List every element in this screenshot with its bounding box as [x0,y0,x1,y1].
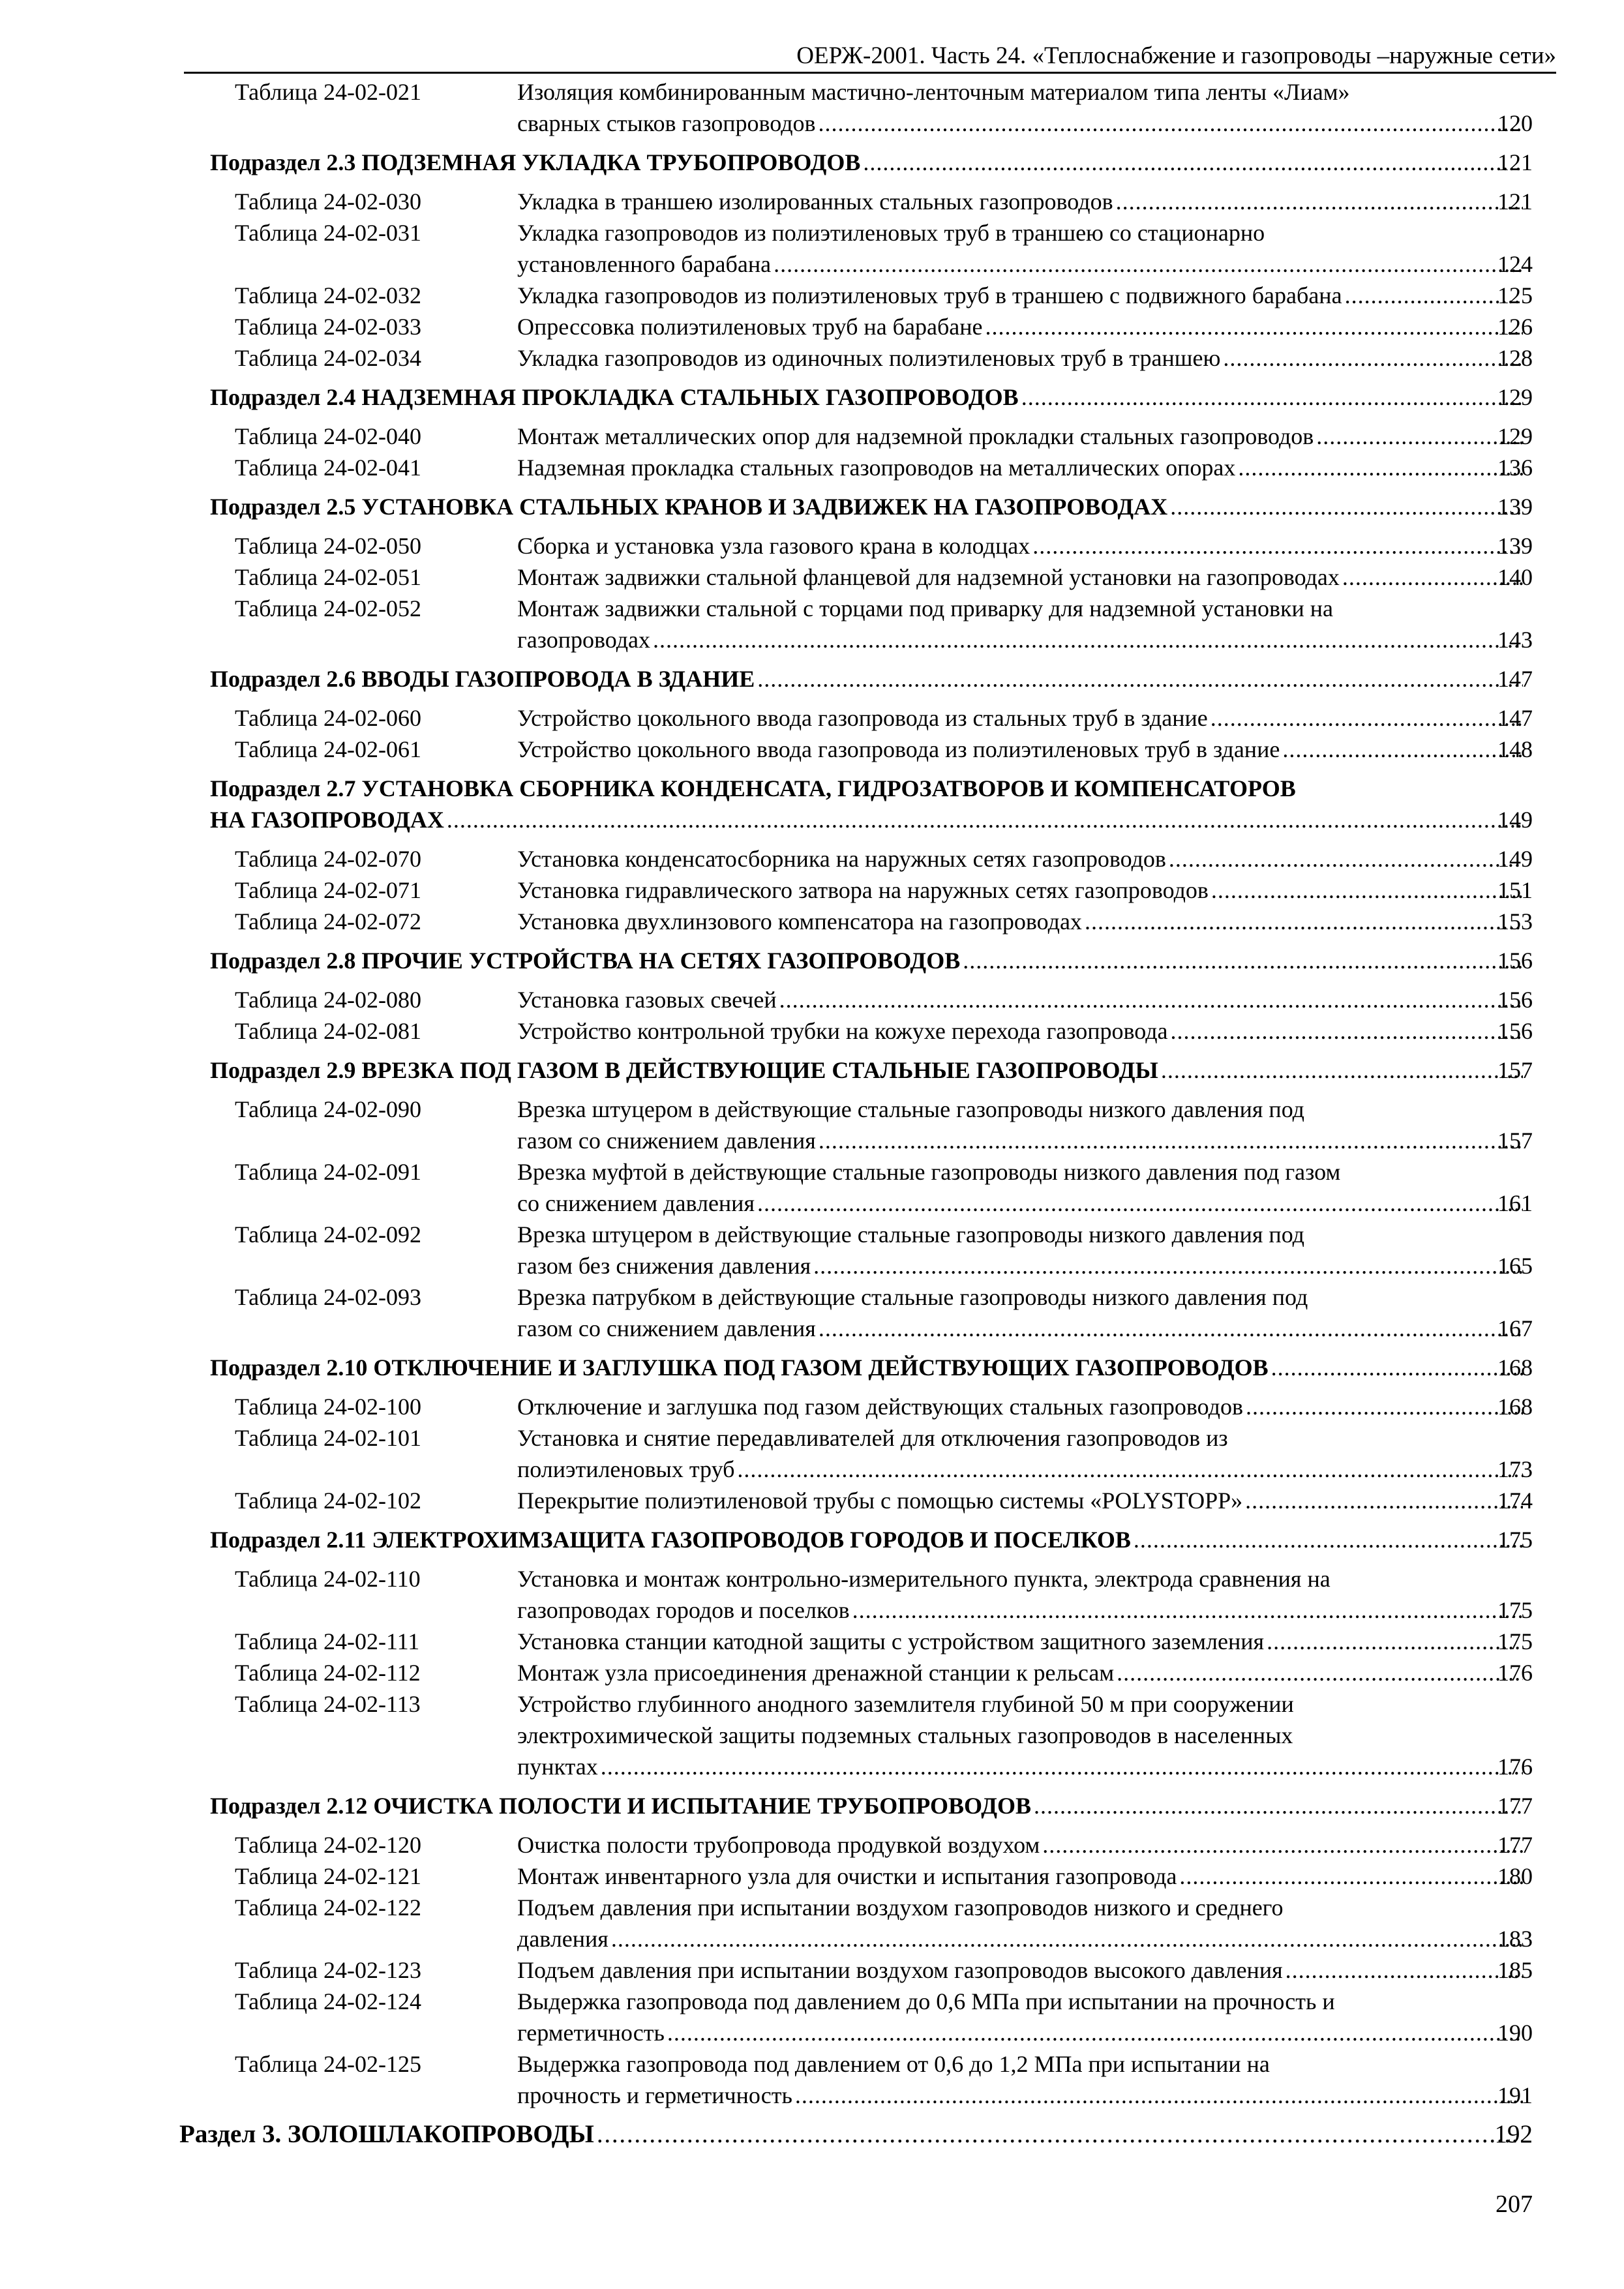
dot-leader [447,804,1523,835]
toc-page-number: 129 [1497,423,1533,449]
toc-page-number: 147 [1497,705,1533,731]
toc-page-number: 156 [1497,987,1533,1013]
toc-entry-line [0,1125,1624,1156]
toc-entry-line [0,311,1624,342]
toc-page-number: 128 [1497,345,1533,371]
toc-page-number: 175 [1497,1628,1533,1654]
toc-page-number: 129 [1497,384,1533,410]
toc-page-number: 151 [1497,877,1533,903]
toc-entry-line [0,1422,1624,1454]
table-number: Таблица 24-02-125 [235,2051,421,2077]
table-number: Таблица 24-02-122 [235,1894,421,1921]
toc-page-number: 177 [1497,1832,1533,1858]
toc-title-text: Подраздел 2.9 ВРЕЗКА ПОД ГАЗОМ В ДЕЙСТВУЮЩИЕ СТАЛЬНЫЕ ГАЗОПРОВОДЫ [210,1057,1158,1083]
dot-leader [1169,843,1523,875]
table-number: Таблица 24-02-051 [235,564,421,590]
toc-title-text: Врезка штуцером в действующие стальные газопроводы низкого давления под [517,1221,1304,1248]
table-number: Таблица 24-02-090 [235,1096,421,1122]
toc-title-text: Отключение и заглушка под газом действующих стальных газопроводов [517,1394,1243,1420]
toc-title-text: Врезка штуцером в действующие стальные газопроводы низкого давления под [517,1096,1304,1122]
toc-entry-line [0,1986,1624,2017]
dot-leader [1267,1626,1523,1657]
dot-leader [1161,1055,1523,1086]
toc-entry-line [0,1688,1624,1720]
header-rule [184,72,1556,74]
toc-page-number: 149 [1497,807,1533,833]
toc-page-number: 149 [1497,846,1533,872]
toc-title-text: Врезка патрубком в действующие стальные газопроводы низкого давления под [517,1284,1308,1310]
dot-leader [1316,421,1523,452]
table-number: Таблица 24-02-034 [235,345,421,371]
toc-page-number: 167 [1497,1315,1533,1341]
toc-entry-line [0,248,1624,280]
toc-entry-line [0,734,1624,765]
table-number: Таблица 24-02-041 [235,455,421,481]
dot-leader [1223,342,1523,374]
toc-page-number: 121 [1497,188,1533,215]
dot-leader [1271,1352,1523,1383]
toc-subsection-line [0,1055,1624,1086]
toc-title-text: Врезка муфтой в действующие стальные газопроводы низкого давления под газом [517,1159,1341,1185]
toc-title-text: Укладка газопроводов из одиночных полиэтиленовых труб в траншею [517,345,1221,371]
dot-leader [1286,1954,1523,1986]
dot-leader [1034,1790,1523,1821]
toc-page-number: 157 [1497,1128,1533,1154]
table-number: Таблица 24-02-060 [235,705,421,731]
toc-entry-line [0,843,1624,875]
toc-title-text: установленного барабана [517,251,772,277]
toc-entry-line [0,593,1624,624]
dot-leader [597,2119,1523,2150]
toc-title-text: Подраздел 2.5 УСТАНОВКА СТАЛЬНЫХ КРАНОВ И ЗАДВИЖЕК НА ГАЗОПРОВОДАХ [210,494,1168,520]
toc-page-number: 175 [1497,1597,1533,1623]
toc-title-text: Устройство глубинного анодного заземлителя глубиной 50 м при сооружении [517,1691,1294,1717]
toc-subsection-line [0,663,1624,695]
table-number: Таблица 24-02-032 [235,282,421,308]
dot-leader [1171,1015,1523,1047]
toc-page-number: 143 [1497,627,1533,653]
toc-title-text: пунктах [517,1754,598,1780]
toc-entry-line [0,1657,1624,1688]
toc-entry-line [0,624,1624,655]
toc-title-text: полиэтиленовых труб [517,1456,735,1482]
table-number: Таблица 24-02-061 [235,736,421,762]
dot-leader [852,1594,1523,1626]
toc-entry-line [0,1829,1624,1861]
toc-entry-line [0,1219,1624,1250]
table-number: Таблица 24-02-113 [235,1691,421,1717]
dot-leader [963,945,1523,976]
toc-entry-line [0,186,1624,217]
toc-entry-line [0,452,1624,483]
dot-leader [819,108,1523,139]
toc-title-text: Монтаж узла присоединения дренажной станции к рельсам [517,1660,1115,1686]
toc-entry-line [0,1485,1624,1516]
toc-title-text: Подраздел 2.8 ПРОЧИЕ УСТРОЙСТВА НА СЕТЯХ ГАЗОПРОВОДОВ [210,948,961,974]
dot-leader [1245,1485,1523,1516]
toc-title-text: Устройство цокольного ввода газопровода из полиэтиленовых труб в здание [517,736,1280,762]
toc-page-number: 191 [1497,2082,1533,2108]
toc-entry-line [0,217,1624,248]
dot-leader [1238,452,1523,483]
dot-leader [601,1751,1523,1782]
toc-title-text: Подраздел 2.6 ВВОДЫ ГАЗОПРОВОДА В ЗДАНИЕ [210,666,755,692]
toc-title-text: Изоляция комбинированным мастично-ленточным материалом типа ленты «Лиам» [517,79,1350,105]
toc-entry-line [0,342,1624,374]
toc-page-number: 139 [1497,533,1533,559]
toc-title-text: Установка конденсатосборника на наружных сетях газопроводов [517,846,1166,872]
dot-leader [611,1923,1523,1954]
dot-leader [985,311,1523,342]
toc-title-text: Установка гидравлического затвора на наружных сетях газопроводов [517,877,1209,903]
toc-entry-line [0,1250,1624,1281]
toc-page-number: 140 [1497,564,1533,590]
toc-title-text: Установка станции катодной защиты с устройством защитного заземления [517,1628,1265,1654]
toc-entry-line [0,702,1624,734]
toc-page-number: 161 [1497,1190,1533,1216]
toc-title-text: давления [517,1926,609,1952]
toc-title-text: Укладка газопроводов из полиэтиленовых труб в траншею с подвижного барабана [517,282,1342,308]
toc-title-text: газом без снижения давления [517,1253,811,1279]
toc-page-number: 168 [1497,1394,1533,1420]
toc-title-text: Подъем давления при испытании воздухом газопроводов высокого давления [517,1957,1283,1983]
toc-page-number: 176 [1497,1660,1533,1686]
toc-page-number: 139 [1497,494,1533,520]
dot-leader [813,1250,1523,1281]
toc-title-text: электрохимической защиты подземных стальных газопроводов в населенных [517,1722,1293,1748]
toc-page-number: 185 [1497,1957,1533,1983]
dot-leader [1210,702,1523,734]
table-number: Таблица 24-02-093 [235,1284,421,1310]
toc-title-text: газопроводах [517,627,651,653]
toc-title-text: НА ГАЗОПРОВОДАХ [210,807,444,833]
table-number: Таблица 24-02-021 [235,79,421,105]
dot-leader [819,1313,1523,1344]
toc-entry-line [0,2080,1624,2111]
toc-entry-line [0,2017,1624,2048]
toc-page-number: 153 [1497,908,1533,935]
table-number: Таблица 24-02-033 [235,314,421,340]
dot-leader [1211,875,1523,906]
toc-entry-line [0,280,1624,311]
toc-page-number: 157 [1497,1057,1533,1083]
table-number: Таблица 24-02-030 [235,188,421,215]
toc-title-text: Установка двухлинзового компенсатора на газопроводах [517,908,1082,935]
toc-entry-line [0,530,1624,561]
toc-page-number: 175 [1497,1527,1533,1553]
toc-page-number: 156 [1497,1018,1533,1044]
toc-entry-line [0,1954,1624,1986]
dot-leader [1342,561,1523,593]
toc-entry-line [0,1626,1624,1657]
toc-title-text: Перекрытие полиэтиленовой трубы с помощью системы «POLYSTOPP» [517,1488,1243,1514]
toc-page-number: 168 [1497,1354,1533,1381]
toc-title-text: газом со снижением давления [517,1128,816,1154]
table-number: Таблица 24-02-110 [235,1566,421,1592]
toc-title-text: Выдержка газопровода под давлением от 0,6 до 1,2 МПа при испытании на [517,2051,1270,2077]
toc-page-number: 136 [1497,455,1533,481]
dot-leader [737,1454,1523,1485]
toc-title-text: прочность и герметичность [517,2082,792,2108]
toc-entry-line [0,1923,1624,1954]
dot-leader [757,1188,1523,1219]
toc-title-text: Подраздел 2.7 УСТАНОВКА СБОРНИКА КОНДЕНСАТА, ГИДРОЗАТВОРОВ И КОМПЕНСАТОРОВ [210,775,1296,801]
toc-entry-line [0,108,1624,139]
dot-leader [819,1125,1523,1156]
toc-page-number: 126 [1497,314,1533,340]
toc-page-number: 147 [1497,666,1533,692]
toc-title-text: Очистка полости трубопровода продувкой воздухом [517,1832,1040,1858]
toc-entry-line [0,906,1624,937]
toc-entry-line [0,1094,1624,1125]
toc-subsection-line [0,147,1624,178]
toc-subsection-line [0,1524,1624,1555]
toc-title-text: Укладка в траншею изолированных стальных газопроводов [517,188,1113,215]
toc-subsection-line [0,804,1624,835]
toc-page-number: 165 [1497,1253,1533,1279]
toc-entry-line [0,1563,1624,1594]
table-number: Таблица 24-02-101 [235,1425,421,1451]
table-of-contents [0,76,1624,2150]
toc-title-text: газопроводах городов и поселков [517,1597,850,1623]
table-number: Таблица 24-02-121 [235,1863,421,1889]
toc-title-text: Надземная прокладка стальных газопроводов на металлических опорах [517,455,1236,481]
dot-leader [1021,382,1523,413]
dot-leader [1179,1861,1523,1892]
table-number: Таблица 24-02-070 [235,846,421,872]
toc-entry-line [0,875,1624,906]
toc-title-text: Опрессовка полиэтиленовых труб на барабане [517,314,983,340]
toc-entry-line [0,76,1624,108]
dot-leader [1345,280,1523,311]
toc-title-text: Установка и снятие передавливателей для отключения газопроводов из [517,1425,1228,1451]
page-number: 207 [1496,2191,1533,2218]
toc-title-text: герметичность [517,2020,665,2046]
toc-title-text: Раздел 3. ЗОЛОШЛАКОПРОВОДЫ [179,2120,594,2148]
toc-entry-line [0,1281,1624,1313]
toc-entry-line [0,1454,1624,1485]
toc-entry-line [0,1015,1624,1047]
toc-title-text: Подраздел 2.10 ОТКЛЮЧЕНИЕ И ЗАГЛУШКА ПОД ГАЗОМ ДЕЙСТВУЮЩИХ ГАЗОПРОВОДОВ [210,1354,1269,1381]
toc-title-text: Подъем давления при испытании воздухом газопроводов низкого и среднего [517,1894,1284,1921]
toc-entry-line [0,2048,1624,2080]
dot-leader [757,663,1523,695]
toc-title-text: Подраздел 2.4 НАДЗЕМНАЯ ПРОКЛАДКА СТАЛЬНЫХ ГАЗОПРОВОДОВ [210,384,1019,410]
table-number: Таблица 24-02-124 [235,1988,421,2014]
table-number: Таблица 24-02-072 [235,908,421,935]
toc-entry-line [0,1892,1624,1923]
table-number: Таблица 24-02-071 [235,877,421,903]
dot-leader [653,624,1523,655]
table-number: Таблица 24-02-052 [235,595,421,621]
toc-title-text: Выдержка газопровода под давлением до 0,6 МПа при испытании на прочность и [517,1988,1335,2014]
toc-entry-line [0,1156,1624,1188]
toc-entry-line [0,1720,1624,1751]
toc-title-text: Монтаж задвижки стальной фланцевой для надземной установки на газопроводах [517,564,1340,590]
dot-leader [667,2017,1523,2048]
toc-page-number: 156 [1497,948,1533,974]
dot-leader [863,147,1523,178]
toc-page-number: 183 [1497,1926,1533,1952]
toc-page-number: 174 [1497,1488,1533,1514]
table-number: Таблица 24-02-112 [235,1660,421,1686]
toc-title-text: Подраздел 2.11 ЭЛЕКТРОХИМЗАЩИТА ГАЗОПРОВОДОВ ГОРОДОВ И ПОСЕЛКОВ [210,1527,1131,1553]
toc-subsection-line [0,382,1624,413]
toc-page-number: 124 [1497,251,1533,277]
toc-title-text: газом со снижением давления [517,1315,816,1341]
toc-entry-line [0,421,1624,452]
dot-leader [779,984,1523,1015]
toc-title-text: Установка и монтаж контрольно-измерительного пункта, электрода сравнения на [517,1566,1331,1592]
table-number: Таблица 24-02-091 [235,1159,421,1185]
table-number: Таблица 24-02-100 [235,1394,421,1420]
toc-section-line [0,2119,1624,2150]
toc-entry-line [0,561,1624,593]
toc-page-number: 125 [1497,282,1533,308]
dot-leader [1116,186,1523,217]
toc-title-text: сварных стыков газопроводов [517,110,816,136]
table-number: Таблица 24-02-102 [235,1488,421,1514]
table-number: Таблица 24-02-092 [235,1221,421,1248]
toc-page-number: 121 [1497,149,1533,175]
dot-leader [1117,1657,1523,1688]
toc-page-number: 190 [1497,2020,1533,2046]
toc-title-text: Устройство цокольного ввода газопровода из стальных труб в здание [517,705,1208,731]
toc-page-number: 177 [1497,1793,1533,1819]
toc-page-number: 192 [1494,2120,1533,2148]
dot-leader [1170,491,1523,522]
dot-leader [1246,1391,1523,1422]
toc-subsection-line [0,945,1624,976]
toc-page-number: 180 [1497,1863,1533,1889]
toc-title-text: Установка газовых свечей [517,987,777,1013]
toc-title-text: Сборка и установка узла газового крана в колодцах [517,533,1030,559]
dot-leader [1085,906,1523,937]
toc-entry-line [0,1391,1624,1422]
table-number: Таблица 24-02-081 [235,1018,421,1044]
toc-subsection-line [0,491,1624,522]
toc-entry-line [0,1861,1624,1892]
toc-title-text: со снижением давления [517,1190,755,1216]
toc-entry-line [0,1751,1624,1782]
toc-title-text: Монтаж инвентарного узла для очистки и испытания газопровода [517,1863,1177,1889]
toc-entry-line [0,1188,1624,1219]
toc-title-text: Укладка газопроводов из полиэтиленовых труб в траншею со стационарно [517,220,1265,246]
toc-entry-line [0,1313,1624,1344]
toc-subsection-line [0,1352,1624,1383]
toc-page-number: 173 [1497,1456,1533,1482]
dot-leader [1282,734,1523,765]
toc-page-number: 176 [1497,1754,1533,1780]
dot-leader [1042,1829,1523,1861]
toc-entry-line [0,984,1624,1015]
toc-page-number: 148 [1497,736,1533,762]
table-number: Таблица 24-02-050 [235,533,421,559]
dot-leader [1032,530,1523,561]
table-number: Таблица 24-02-123 [235,1957,421,1983]
table-number: Таблица 24-02-031 [235,220,421,246]
toc-subsection-line [0,1790,1624,1821]
toc-page-number: 120 [1497,110,1533,136]
dot-leader [1134,1524,1523,1555]
table-number: Таблица 24-02-040 [235,423,421,449]
toc-title-text: Монтаж металлических опор для надземной прокладки стальных газопроводов [517,423,1314,449]
toc-title-text: Подраздел 2.3 ПОДЗЕМНАЯ УКЛАДКА ТРУБОПРОВОДОВ [210,149,861,175]
toc-title-text: Подраздел 2.12 ОЧИСТКА ПОЛОСТИ И ИСПЫТАНИЕ ТРУБОПРОВОДОВ [210,1793,1031,1819]
table-number: Таблица 24-02-120 [235,1832,421,1858]
dot-leader [795,2080,1523,2111]
toc-title-text: Устройство контрольной трубки на кожухе перехода газопровода [517,1018,1168,1044]
dot-leader [774,248,1523,280]
toc-entry-line [0,1594,1624,1626]
toc-subsection-line [0,773,1624,804]
table-number: Таблица 24-02-111 [235,1628,420,1654]
table-number: Таблица 24-02-080 [235,987,421,1013]
running-header: ОЕРЖ-2001. Часть 24. «Теплоснабжение и газопроводы –наружные сети» [796,42,1556,69]
toc-title-text: Монтаж задвижки стальной с торцами под приварку для надземной установки на [517,595,1333,621]
